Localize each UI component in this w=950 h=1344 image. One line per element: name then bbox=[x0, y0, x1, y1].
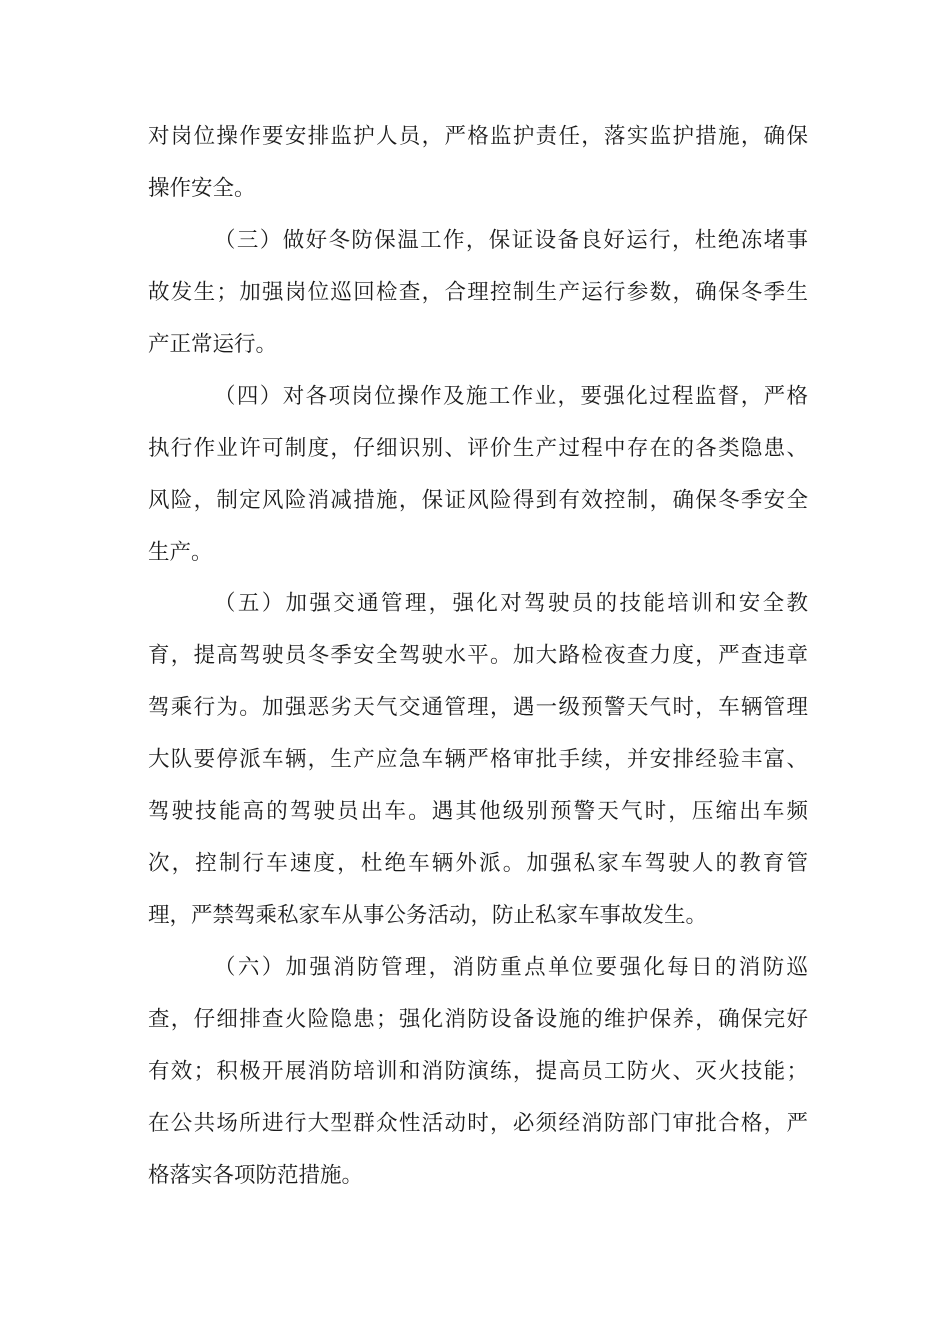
text-line: 驾乘行为。加强恶劣天气交通管理，遇一级预警天气时，车辆管理 bbox=[148, 695, 808, 720]
text-line: （五）加强交通管理，强化对驾驶员的技能培训和安全教 bbox=[214, 591, 808, 616]
text-line: 风险，制定风险消减措施，保证风险得到有效控制，确保冬季安全 bbox=[148, 488, 808, 513]
text-line: 生产。 bbox=[148, 540, 213, 565]
text-line: 查，仔细排查火险隐患；强化消防设备设施的维护保养，确保完好 bbox=[148, 1007, 808, 1032]
text-line: 格落实各项防范措施。 bbox=[148, 1163, 364, 1188]
text-line: 育，提高驾驶员冬季安全驾驶水平。加大路检夜查力度，严查违章 bbox=[148, 643, 808, 668]
text-line: 故发生；加强岗位巡回检查，合理控制生产运行参数，确保冬季生 bbox=[148, 280, 808, 305]
text-line: 次，控制行车速度，杜绝车辆外派。加强私家车驾驶人的教育管 bbox=[148, 851, 808, 876]
text-line: 在公共场所进行大型群众性活动时，必须经消防部门审批合格，严 bbox=[148, 1111, 808, 1136]
text-line: 大队要停派车辆，生产应急车辆严格审批手续，并安排经验丰富、 bbox=[148, 747, 808, 772]
text-line: 操作安全。 bbox=[148, 176, 256, 201]
text-line: （六）加强消防管理，消防重点单位要强化每日的消防巡 bbox=[214, 955, 808, 980]
text-line: 理，严禁驾乘私家车从事公务活动，防止私家车事故发生。 bbox=[148, 903, 708, 928]
text-line: 对岗位操作要安排监护人员，严格监护责任，落实监护措施，确保 bbox=[148, 124, 808, 149]
text-line: （三）做好冬防保温工作，保证设备良好运行，杜绝冻堵事 bbox=[214, 228, 808, 253]
text-line: （四）对各项岗位操作及施工作业，要强化过程监督，严格 bbox=[214, 384, 808, 409]
text-line: 执行作业许可制度，仔细识别、评价生产过程中存在的各类隐患、 bbox=[148, 436, 808, 461]
text-line: 有效；积极开展消防培训和消防演练，提高员工防火、灭火技能； bbox=[148, 1059, 808, 1084]
text-line: 驾驶技能高的驾驶员出车。遇其他级别预警天气时，压缩出车频 bbox=[148, 799, 808, 824]
text-line: 产正常运行。 bbox=[148, 332, 278, 357]
